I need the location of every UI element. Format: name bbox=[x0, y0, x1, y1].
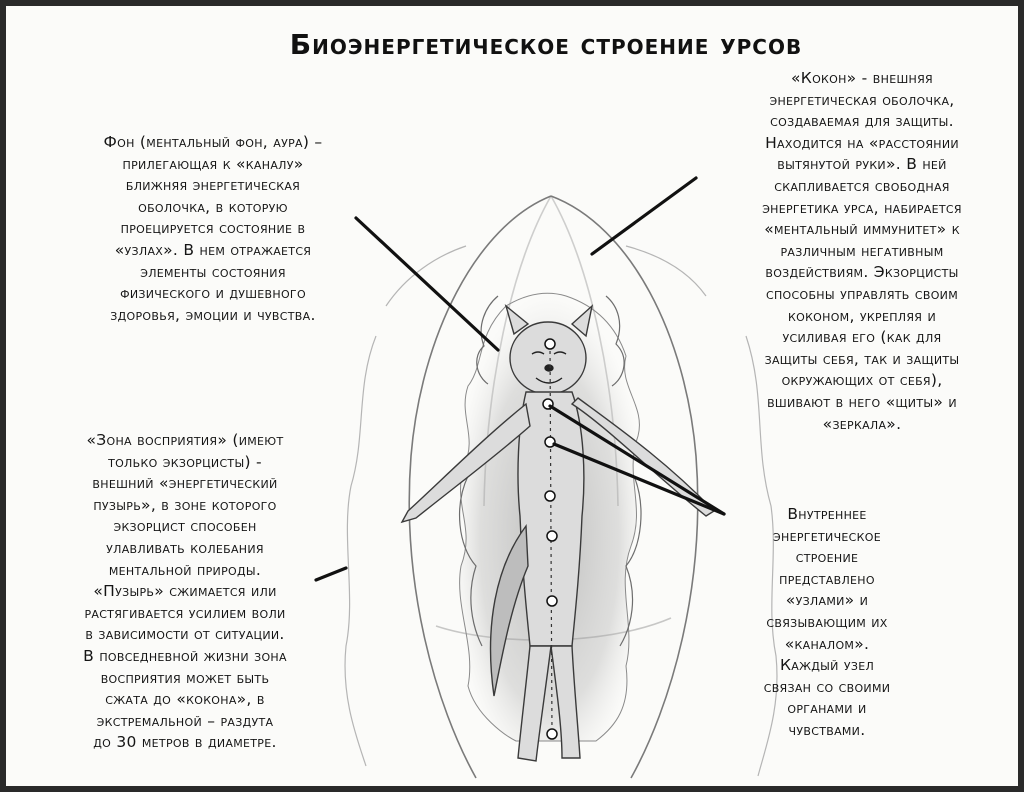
perception-zone-description: «Зона восприятия» (имеют только экзорцисты) - внешний «энергетический пузырь», в зоне которого экзорцист способен улавливать колебания ментальной природы. «Пузырь» сжимается или растягивается усилием воли в зависимости от ситуации. В повседневной жизни зона восприятия может быть сжата до «кокона», в экстремальной – раздута до 30 метров в диаметре. bbox=[83, 431, 287, 752]
page-title: Биоэнергетическое строение урсов bbox=[289, 28, 803, 61]
cocoon-description: «Кокон» - внешняя энергетическая оболочка, создаваемая для защиты. Находится на «расстоянии вытянутой руки». В ней скапливается свободная энергетика урса, набирается «ментальный иммунитет» к различным негативным воздействиям. Экзорцисты способны управлять своим коконом, укрепляя и усиливая его (как для защиты себя, так и защиты окружающих от себя), вшивают в него «щиты» и «зеркала». bbox=[762, 69, 962, 433]
node-7 bbox=[547, 729, 557, 739]
node-4 bbox=[545, 491, 555, 501]
aura-description: Фон (ментальный фон, аура) – прилегающая к «каналу» ближняя энергетическая оболочка, в которую проецируется состояние в «узлах». В нем отражается элементы состояния физического и душевного здоровья, эмоции и чувства. bbox=[103, 133, 323, 324]
node-5 bbox=[547, 531, 557, 541]
diagram-page bbox=[6, 6, 1018, 786]
inner-structure-description: Внутреннее энергетическое строение представлено «узлами» и связывающим их «каналом». Каждый узел связан со своими органами и чувствами. bbox=[763, 505, 891, 739]
node-6 bbox=[547, 596, 557, 606]
pointer-kokon bbox=[592, 178, 696, 254]
node-1 bbox=[545, 339, 555, 349]
